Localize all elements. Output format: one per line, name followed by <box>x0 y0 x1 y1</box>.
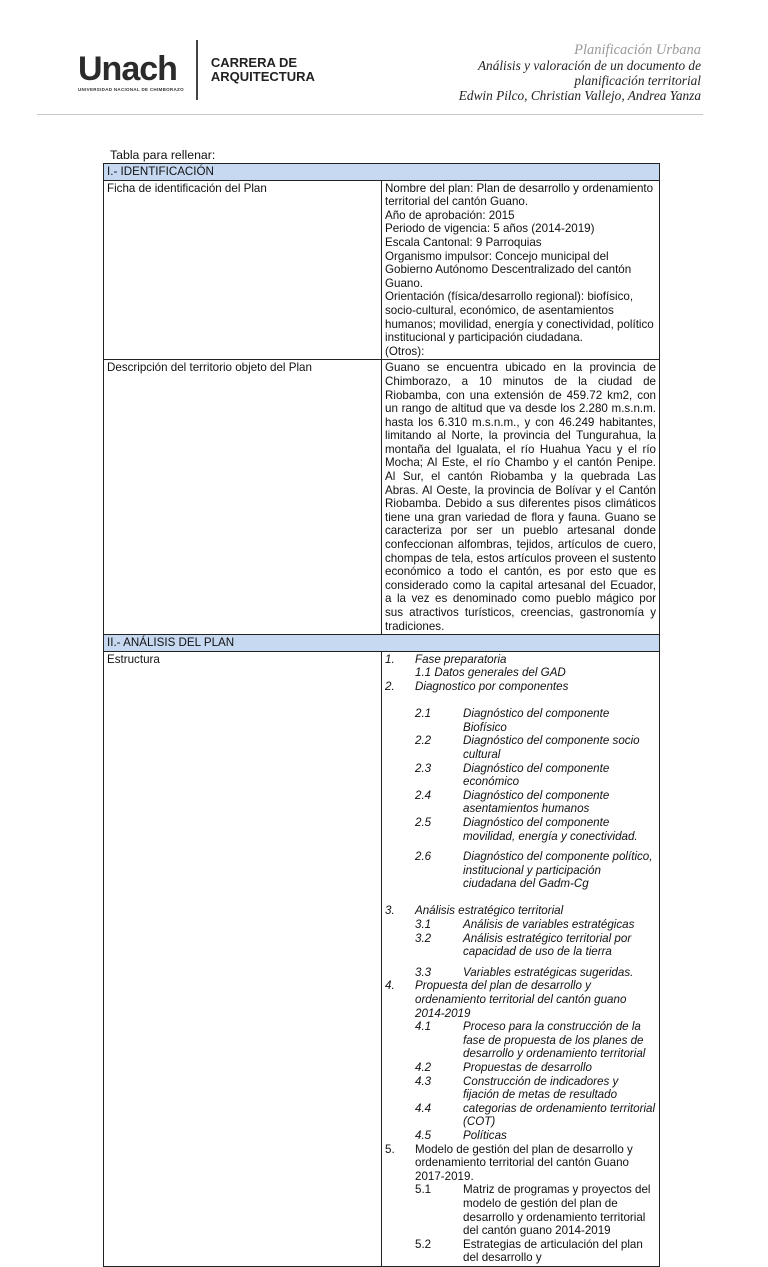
item-number: 1. <box>385 652 395 666</box>
page-header <box>0 0 768 116</box>
item-text: Diagnóstico del componente asentamientos humanos <box>463 788 610 816</box>
ficha-line: Orientación (física/desarrollo regional): biofísico, socio-cultural, económico, de asentamientos humanos; movilidad, energía y conectividad, político institucional y participación ciudadana. <box>385 290 654 345</box>
item-text: categorias de ordenamiento territorial (COT) <box>463 1101 656 1129</box>
item-number: 2.6 <box>415 850 432 864</box>
carrera-line2: ARQUITECTURA <box>210 69 315 84</box>
carrera-label <box>211 56 315 84</box>
table-row <box>104 180 660 360</box>
descripcion-content: Guano se encuentra ubicado en la provincia de Chimborazo, a 10 minutos de la ciudad de Riobamba, con una extensión de 459.72 km2, con un rango de altitud que va desde los 2.280 m.s.n.m. hasta los 6.310 m.s.n.m., y con 46.249 habitantes, limitando al Norte, la provincia del Tungurahua, la montaña del Igualata, el río Huahua Yacu y el río Mocha; Al Este, el río Chambo y el cantón Penipe. Al Sur, el cantón Riobamba y la quebrada Las Abras. Al Oeste, la provincia de Bolívar y el Cantón Riobamba. Debido a sus diferentes pisos climáticos tiene una gran variedad de flora y fauna. Guano se caracteriza por ser un pueblo artesanal donde confeccionan alfombras, tejidos, artículos de cuero, chompas de tela, estos artículos proveen el sustento económico a todo el cantón, es por esto que es considerado como la capital artesanal del Ecuador, a la vez es denominado como pueblo mágico por sus atractivos turísticos, creencias, gastronomía y tradiciones. <box>382 360 660 635</box>
spacer <box>385 694 656 708</box>
item-text: Matriz de programas y proyectos del modelo de gestión del plan de desarrollo y ordenamiento territorial del cantón guano 2014-2019 <box>463 1183 651 1238</box>
section-identificacion: I.- IDENTIFICACIÓN <box>104 164 660 181</box>
item-number: 3.3 <box>415 965 432 979</box>
list-item <box>385 789 656 816</box>
section-row <box>104 164 660 181</box>
ficha-line: Periodo de vigencia: 5 años (2014-2019) <box>385 222 595 236</box>
logo-word: Unach <box>78 50 177 88</box>
list-item <box>385 1075 656 1102</box>
item-number: 5.2 <box>415 1237 432 1251</box>
carrera-line1: CARRERA DE <box>210 55 298 70</box>
item-text: Fase preparatoria <box>415 652 507 666</box>
logo-subtitle: UNIVERSIDAD NACIONAL DE CHIMBORAZO <box>78 87 184 92</box>
list-item <box>385 816 656 843</box>
authors: Edwin Pilco, Christian Vallejo, Andrea Yanza <box>458 88 701 104</box>
item-number: 4.1 <box>415 1020 432 1034</box>
estructura-label: Estructura <box>104 651 382 1266</box>
item-text: Análisis de variables estratégicas <box>463 918 635 932</box>
list-item <box>385 1102 656 1129</box>
item-number: 2.4 <box>415 788 432 802</box>
ficha-line: (Otros): <box>385 344 425 358</box>
spacer <box>385 959 656 966</box>
list-item <box>385 734 656 761</box>
item-text: Diagnóstico del componente Biofísico <box>463 707 610 734</box>
list-item <box>385 1020 656 1061</box>
unach-logo <box>78 52 315 100</box>
list-item <box>385 1143 656 1184</box>
item-text: Construcción de indicadores y fijación de metas de resultado <box>463 1074 619 1102</box>
item-number: 4.2 <box>415 1061 432 1074</box>
table-row <box>104 360 660 635</box>
doc-title-line2: planificación territorial <box>574 73 701 89</box>
ficha-line: Organismo impulsor: Concejo municipal del Gobierno Autónomo Descentralizado del cantón Guano. <box>385 249 632 290</box>
doc-title-line1: Análisis y valoración de un documento de <box>477 58 701 73</box>
course-name: Planificación Urbana <box>574 42 701 58</box>
ficha-line: Año de aprobación: 2015 <box>385 208 515 222</box>
header-info <box>459 42 701 104</box>
logo-mark <box>78 52 184 92</box>
item-text: Diagnóstico del componente político, institucional y participación ciudadana del Gadm-Cg <box>463 850 653 891</box>
item-number: 3.1 <box>415 918 432 932</box>
item-text: Análisis estratégico territorial por capacidad de uso de la tierra <box>463 931 632 959</box>
item-number: 2. <box>385 679 395 693</box>
list-item <box>385 1183 656 1237</box>
estructura-content <box>382 651 660 1266</box>
table-row <box>104 651 660 1266</box>
item-number: 2.3 <box>415 761 432 775</box>
ficha-content <box>382 180 660 360</box>
item-number: 4. <box>385 979 395 993</box>
item-text: Análisis estratégico territorial <box>415 904 564 918</box>
spacer <box>385 891 656 905</box>
list-item <box>385 762 656 789</box>
item-number: 5. <box>385 1142 395 1156</box>
item-text: Diagnóstico del componente socio cultural <box>463 734 640 761</box>
item-text: Propuestas de desarrollo <box>463 1061 592 1074</box>
section-row <box>104 635 660 652</box>
plan-table <box>103 163 660 1267</box>
section-analisis: II.- ANÁLISIS DEL PLAN <box>104 635 660 652</box>
list-item <box>385 653 656 667</box>
list-item <box>385 1238 656 1265</box>
item-number: 4.3 <box>415 1074 432 1088</box>
item-number: 2.2 <box>415 734 432 748</box>
table-caption: Tabla para rellenar: <box>110 148 216 162</box>
ficha-line: Escala Cantonal: 9 Parroquias <box>385 235 542 249</box>
list-item: 1.1 Datos generales del GAD <box>415 666 566 680</box>
item-text: Proceso para la construcción de la fase de propuesta de los planes de desarrollo y ordenamiento territorial <box>463 1020 646 1061</box>
item-text: Modelo de gestión del plan de desarrollo y ordenamiento territorial del cantón Guano 2017-2019. <box>415 1142 633 1183</box>
item-text: Variables estratégicas sugeridas. <box>463 965 634 979</box>
item-text: Diagnostico por componentes <box>415 679 569 693</box>
descripcion-label: Descripción del territorio objeto del Plan <box>104 360 382 635</box>
item-number: 4.5 <box>415 1128 432 1142</box>
list-item <box>385 918 656 932</box>
list-item <box>385 1061 656 1075</box>
item-number: 2.5 <box>415 815 432 829</box>
list-item <box>385 707 656 734</box>
spacer <box>385 843 656 850</box>
header-divider <box>37 114 703 115</box>
list-item <box>385 904 656 918</box>
item-number: 2.1 <box>415 707 432 721</box>
list-item <box>385 966 656 980</box>
list-item <box>385 1129 656 1143</box>
item-number: 3.2 <box>415 931 432 945</box>
item-text: Políticas <box>463 1128 507 1142</box>
item-text: Diagnóstico del componente económico <box>463 761 610 789</box>
ficha-label: Ficha de identificación del Plan <box>104 180 382 360</box>
ficha-line: Nombre del plan: Plan de desarrollo y ordenamiento territorial del cantón Guano. <box>385 181 654 209</box>
item-text: Propuesta del plan de desarrollo y ordenamiento territorial del cantón guano 2014-2019 <box>415 979 627 1020</box>
list-item <box>385 932 656 959</box>
item-text: Estrategias de articulación del plan del desarrollo y <box>463 1237 643 1265</box>
item-number: 5.1 <box>415 1183 432 1197</box>
item-number: 3. <box>385 904 395 918</box>
list-item <box>385 680 656 694</box>
item-number: 4.4 <box>415 1101 432 1115</box>
item-text: Diagnóstico del componente movilidad, energía y conectividad. <box>463 815 638 843</box>
logo-divider <box>196 40 198 100</box>
list-item <box>385 850 656 891</box>
list-item <box>385 979 656 1020</box>
